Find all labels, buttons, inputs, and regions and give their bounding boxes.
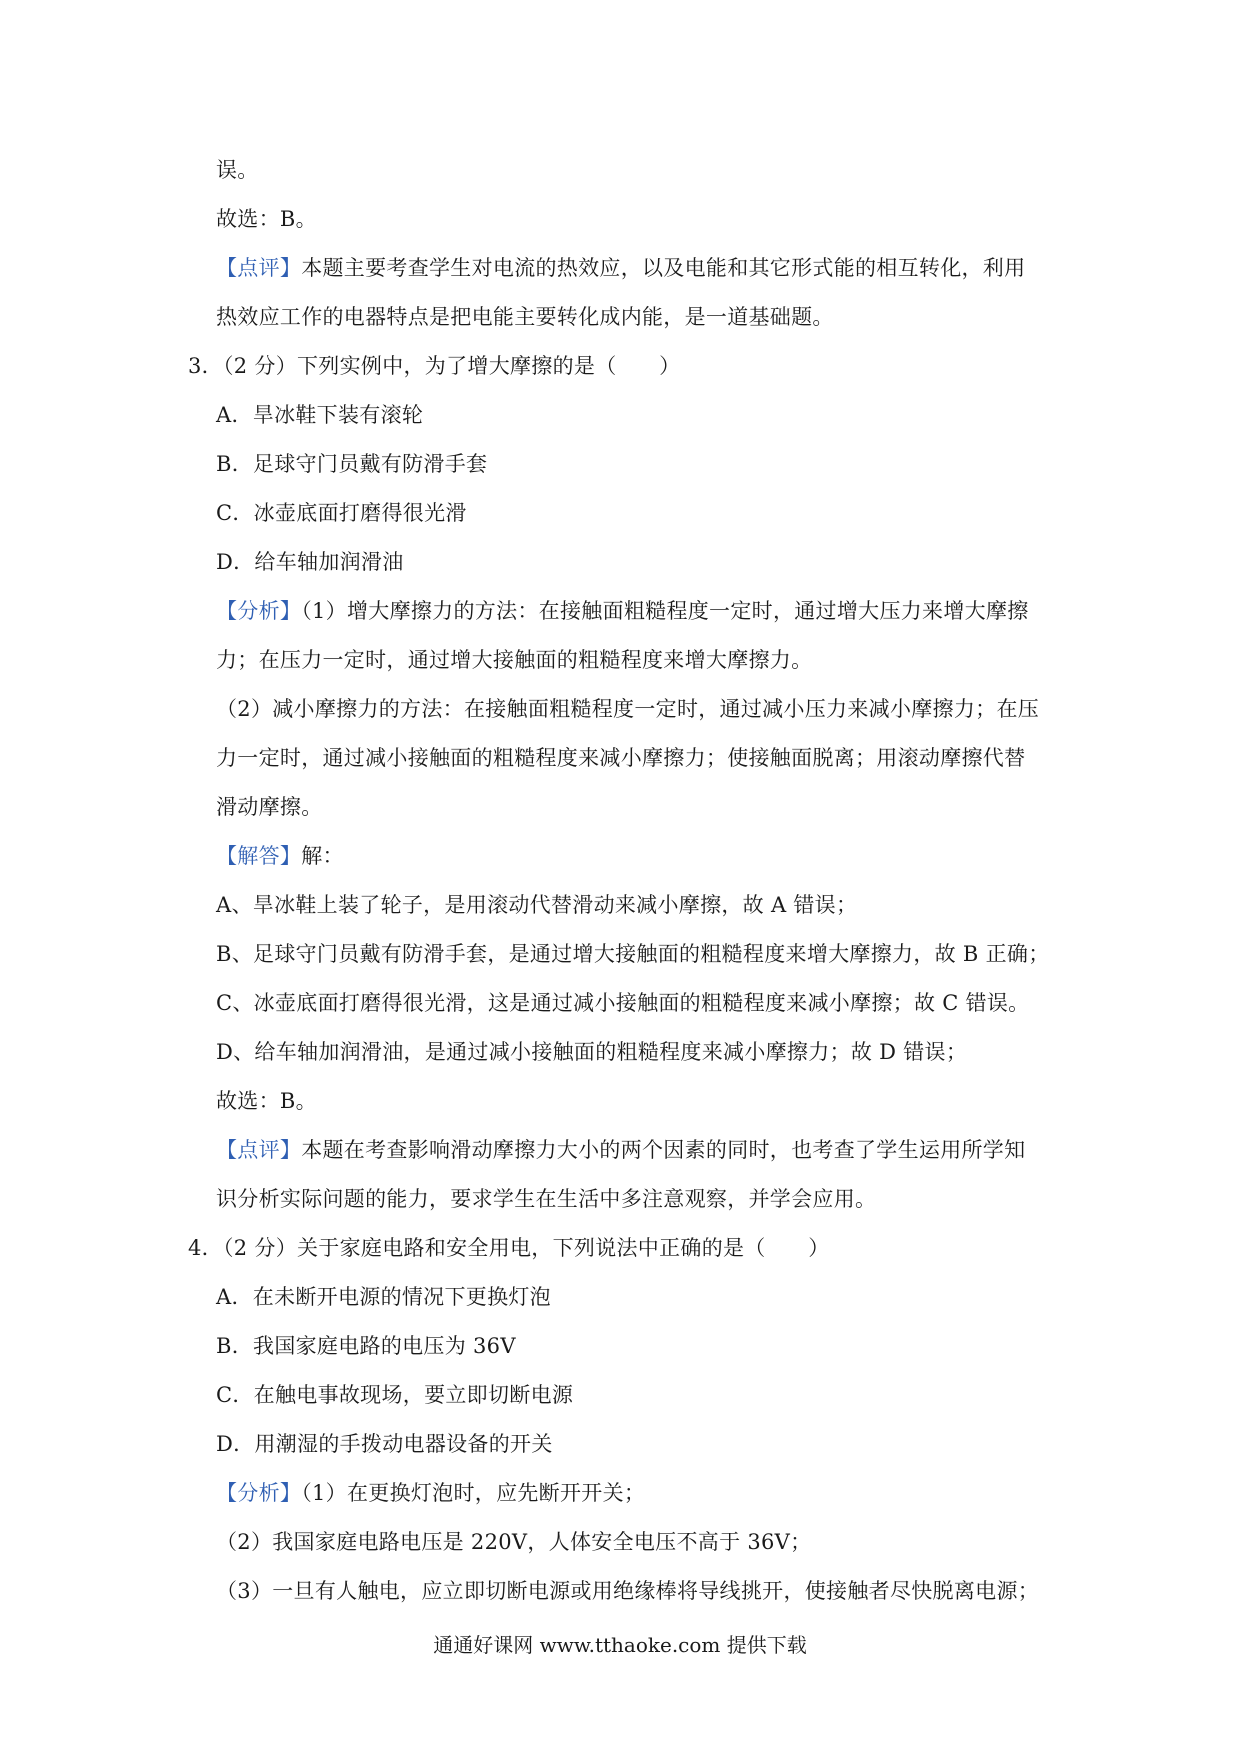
text-line: 热效应工作的电器特点是把电能主要转化成内能，是一道基础题。: [216, 305, 834, 329]
analysis-tag: 【分析】: [216, 1481, 302, 1505]
answer-tag: 【解答】: [216, 844, 302, 868]
text-line: 识分析实际问题的能力，要求学生在生活中多注意观察，并学会应用。: [216, 1187, 877, 1211]
text-line: 滑动摩擦。: [216, 795, 323, 819]
text-line: 误。: [216, 158, 259, 182]
option-a: A．在未断开电源的情况下更换灯泡: [216, 1285, 551, 1309]
text-line: （3）一旦有人触电，应立即切断电源或用绝缘棒将导线挑开，使接触者尽快脱离电源；: [216, 1579, 1040, 1603]
comment-tag: 【点评】: [216, 1138, 302, 1162]
text-line: 故选：B。: [216, 1089, 317, 1113]
question-title: 3．（2 分）下列实例中，为了增大摩擦的是（ ）: [188, 354, 681, 378]
option-c: C．在触电事故现场，要立即切断电源: [216, 1383, 574, 1407]
text-line: （2）我国家庭电路电压是 220V，人体安全电压不高于 36V；: [216, 1530, 812, 1554]
option-b: B．足球守门员戴有防滑手套: [216, 452, 488, 476]
option-a: A．旱冰鞋下装有滚轮: [216, 403, 424, 427]
comment-line: 【点评】本题在考查影响滑动摩擦力大小的两个因素的同时，也考查了学生运用所学知: [216, 1138, 1026, 1162]
question-title: 4．（2 分）关于家庭电路和安全用电，下列说法中正确的是（ ）: [188, 1236, 830, 1260]
option-c: C．冰壶底面打磨得很光滑: [216, 501, 467, 525]
text-line: D、给车轴加润滑油，是通过减小接触面的粗糙程度来减小摩擦力；故 D 错误；: [216, 1040, 968, 1064]
text-line: A、旱冰鞋上装了轮子，是用滚动代替滑动来减小摩擦，故 A 错误；: [216, 893, 858, 917]
text-line: B、足球守门员戴有防滑手套，是通过增大接触面的粗糙程度来增大摩擦力，故 B 正确；: [216, 942, 1050, 966]
comment-line: 【点评】本题主要考查学生对电流的热效应，以及电能和其它形式能的相互转化，利用: [216, 256, 1026, 280]
option-b: B．我国家庭电路的电压为 36V: [216, 1334, 516, 1358]
option-d: D．用潮湿的手拨动电器设备的开关: [216, 1432, 553, 1456]
option-d: D．给车轴加润滑油: [216, 550, 404, 574]
page-footer: 通通好课网 www.tthaoke.com 提供下载: [433, 1633, 807, 1657]
text-line: C、冰壶底面打磨得很光滑，这是通过减小接触面的粗糙程度来减小摩擦；故 C 错误。: [216, 991, 1030, 1015]
text-line: 力；在压力一定时，通过增大接触面的粗糙程度来增大摩擦力。: [216, 648, 813, 672]
analysis-line: 【分析】（1）增大摩擦力的方法：在接触面粗糙程度一定时，通过增大压力来增大摩擦: [216, 599, 1029, 623]
text-line: 力一定时，通过减小接触面的粗糙程度来减小摩擦力；使接触面脱离；用滚动摩擦代替: [216, 746, 1026, 770]
analysis-tag: 【分析】: [216, 599, 302, 623]
answer-line: 【解答】解：: [216, 844, 344, 868]
analysis-line: 【分析】（1）在更换灯泡时，应先断开开关；: [216, 1481, 646, 1505]
comment-tag: 【点评】: [216, 256, 302, 280]
text-line: 故选：B。: [216, 207, 317, 231]
text-line: （2）减小摩擦力的方法：在接触面粗糙程度一定时，通过减小压力来减小摩擦力；在压: [216, 697, 1040, 721]
